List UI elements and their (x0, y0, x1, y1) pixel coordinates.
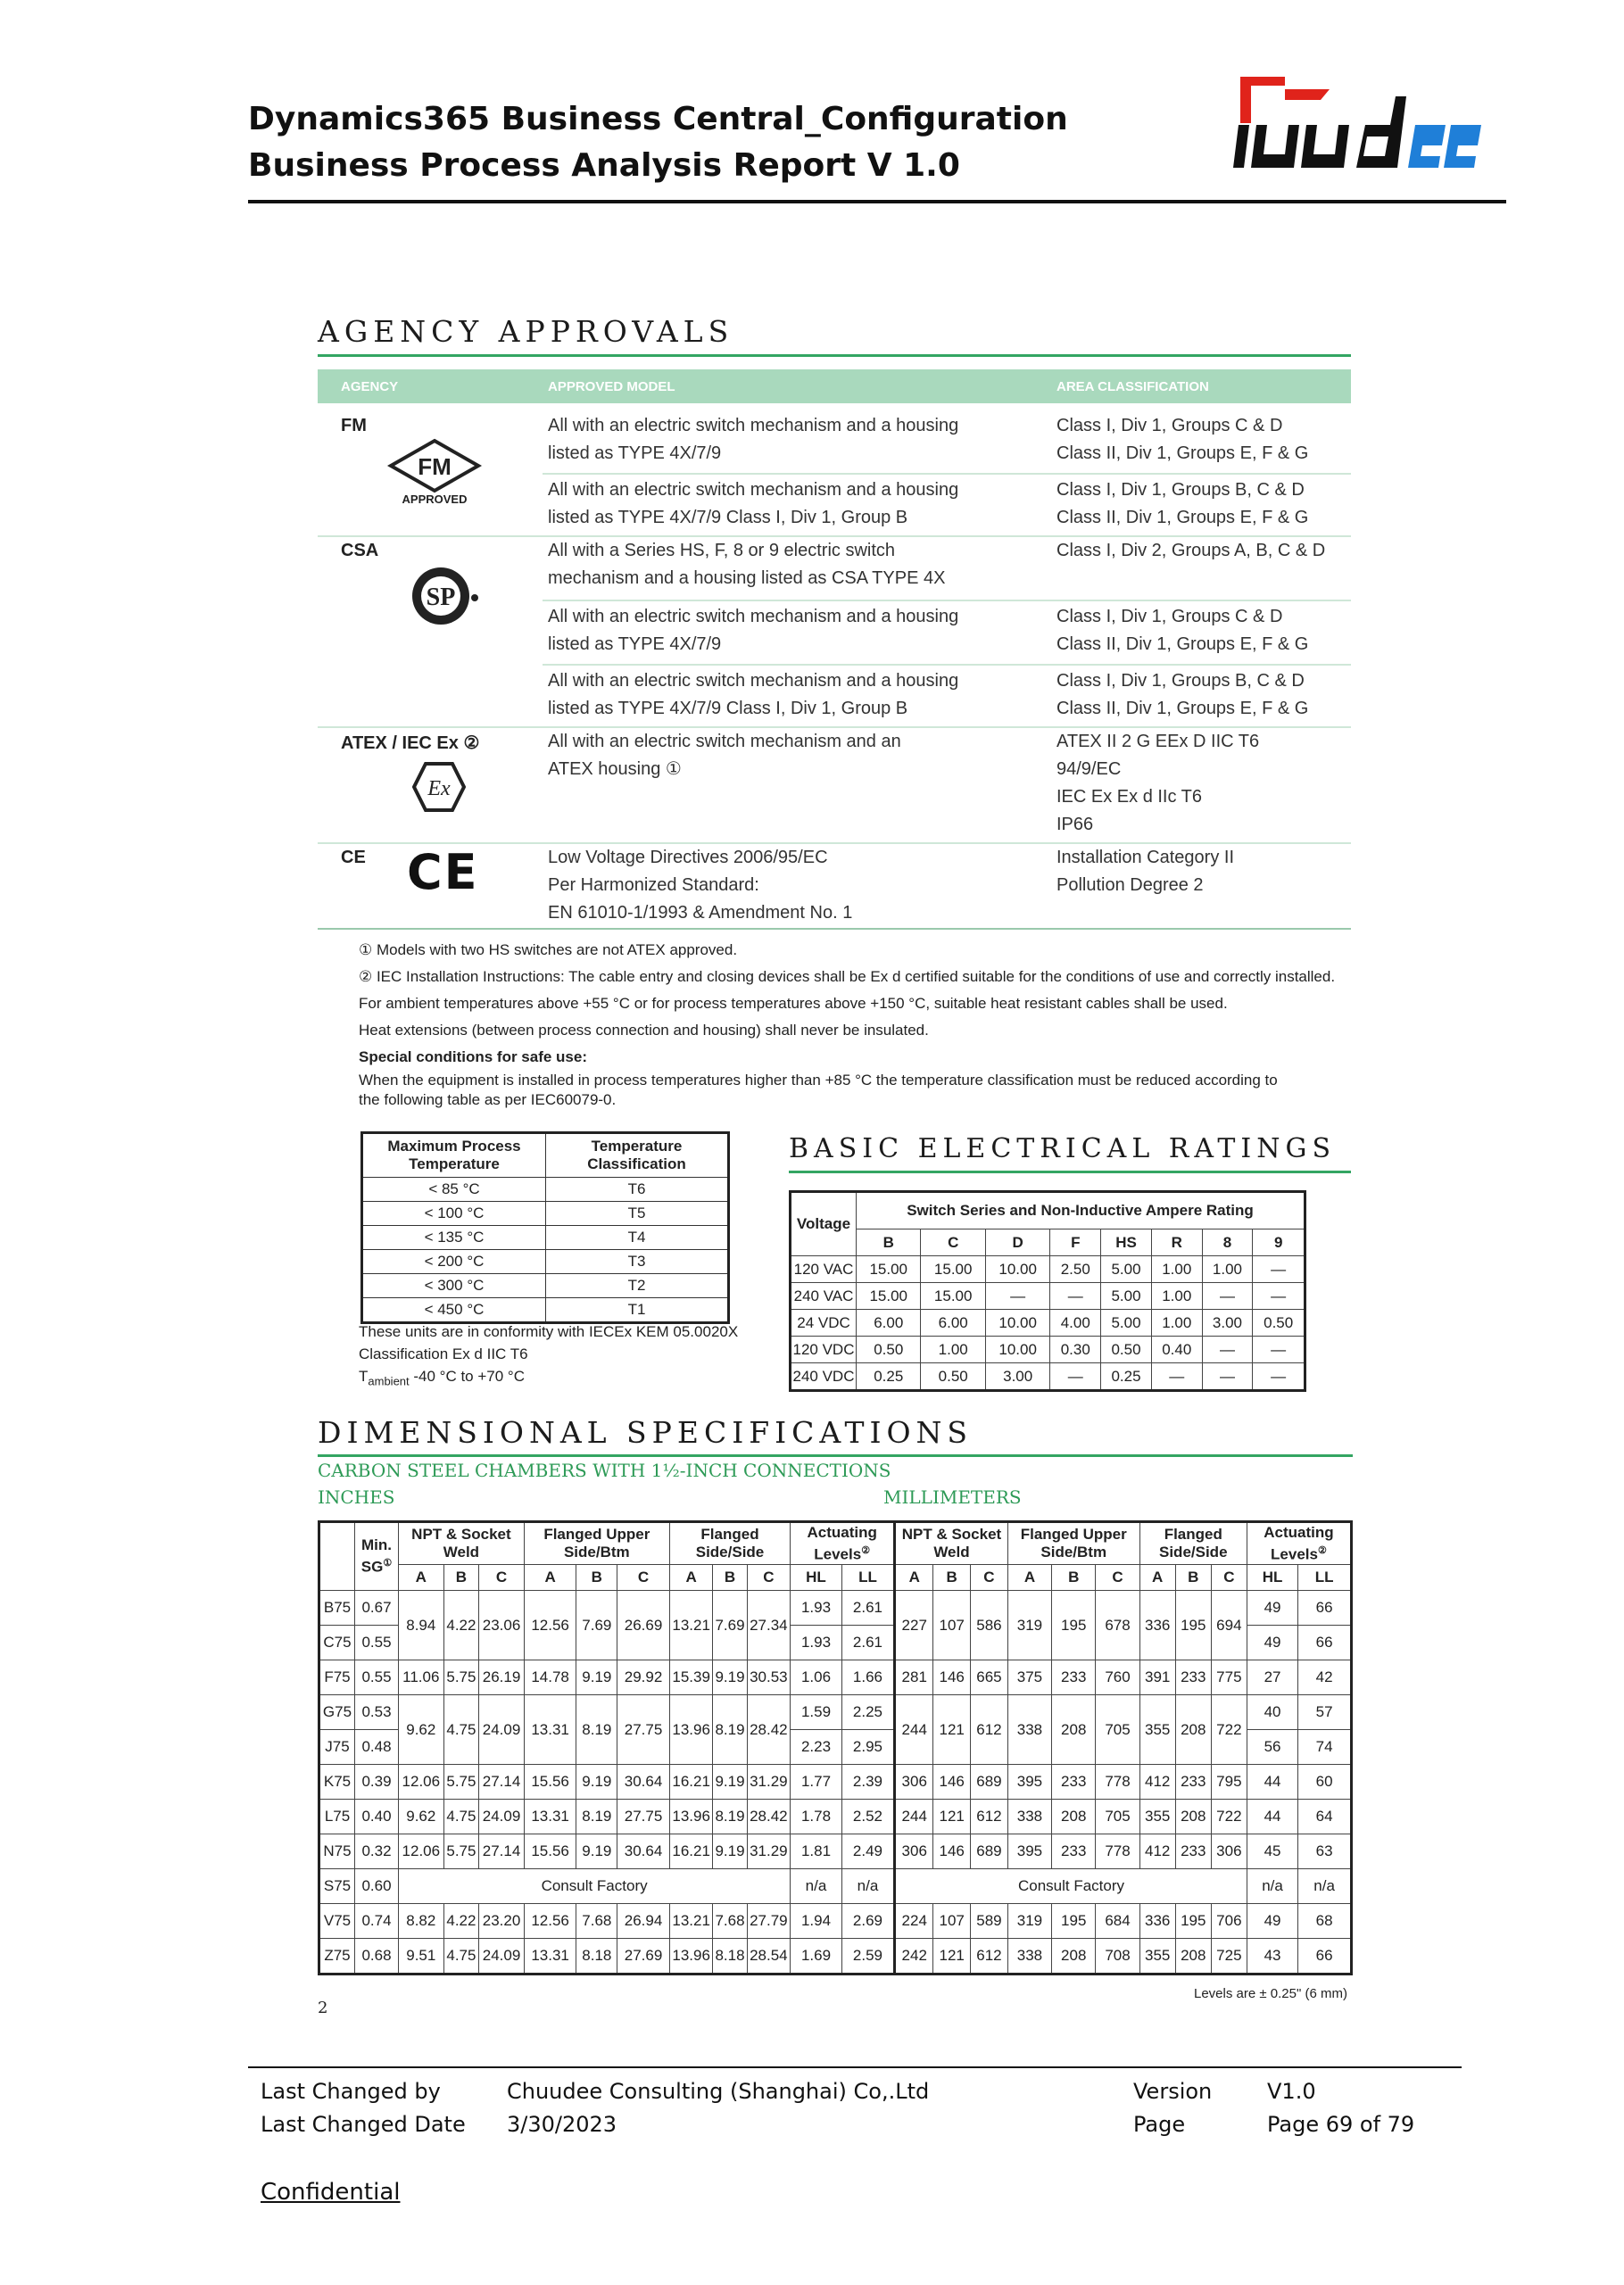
version-value: V1.0 (1267, 2079, 1316, 2104)
note-1: ① Models with two HS switches are not ATEX approved. (359, 941, 738, 958)
agency-model: All with an electric switch mechanism and a housing listed as TYPE 4X/7/9 (548, 607, 959, 654)
table-row: C75 0.55 1.93 2.61 49 66 (319, 1626, 1352, 1660)
table-row: N75 0.32 12.06 5.75 27.14 15.56 9.19 30.64 16.21 9.19 31.29 1.81 2.49 306 146 689 395 233 778 412 233 306 45 63 (319, 1834, 1352, 1869)
note-2: ② IEC Installation Instructions: The cable entry and closing devices shall be Ex d certified suitable for the conditions of use and correctly installed. (359, 968, 1336, 985)
table-row: V75 0.74 8.82 4.22 23.20 12.56 7.68 26.94 13.21 7.68 27.79 1.94 2.69 224 107 589 319 195 684 336 195 706 49 68 (319, 1904, 1352, 1939)
agency-area: Class I, Div 2, Groups A, B, C & D (1056, 541, 1326, 560)
agency-area: Installation Category II Pollution Degree 2 (1056, 848, 1234, 895)
table-row: F75 0.55 11.06 5.75 26.19 14.78 9.19 29.92 15.39 9.19 30.53 1.06 1.66 281 146 665 375 233 760 391 233 775 27 42 (319, 1660, 1352, 1695)
last-changed-date-label: Last Changed Date (261, 2112, 466, 2137)
min-sg-header: Min. SG① (355, 1522, 399, 1591)
agency-name-csa: CSA (341, 541, 379, 560)
agency-area: Class I, Div 1, Groups C & D Class II, Div 1, Groups E, F & G (1056, 607, 1309, 654)
agency-area: Class I, Div 1, Groups B, C & D Class II, Div 1, Groups E, F & G (1056, 671, 1309, 718)
levels-note: Levels are ± 0.25" (6 mm) (1194, 1986, 1347, 2001)
electrical-section-title: BASIC ELECTRICAL RATINGS (789, 1133, 1337, 1164)
last-changed-date-value: 3/30/2023 (507, 2112, 617, 2137)
agency-model: All with an electric switch mechanism and an ATEX housing ① (548, 732, 901, 779)
header-rule (248, 200, 1506, 203)
note-6: When the equipment is installed in process temperatures higher than +85 °C the temperature classification must be reduced according to the following table as per IEC60079-0. (359, 1072, 1278, 1108)
dimensional-subtitle: CARBON STEEL CHAMBERS WITH 1½-INCH CONNECTIONS (318, 1460, 891, 1481)
agency-name-fm: FM (341, 416, 367, 435)
agency-name-ce: CE (341, 848, 366, 867)
col-area-classification: AREA CLASSIFICATION (1056, 379, 1209, 394)
chuudee-logo (1231, 70, 1490, 181)
note-3: For ambient temperatures above +55 °C or for process temperatures above +150 °C, suitable heat resistant cables shall be used. (359, 995, 1228, 1012)
note-4: Heat extensions (between process connection and housing) shall never be insulated. (359, 1022, 929, 1039)
ce-mark-logo: CE (407, 844, 479, 900)
table-row: L75 0.40 9.62 4.75 24.09 13.31 8.19 27.75 13.96 8.19 28.42 1.78 2.52 244 121 612 338 208 705 355 208 722 44 64 (319, 1800, 1352, 1834)
row-separator (543, 664, 1351, 666)
electrical-ratings-table: Voltage Switch Series and Non-Inductive Ampere Rating B C D F HS R 8 9 120 VAC 15.00 15.00 10.00 2.50 5.00 1.00 1.00 — 240 VAC 15.00 15.00 — — 5.00 1.00 — — 24 VDC 6.00 6.00 10.00 4.00 5.00 1.00 3.00 0.50 120 VDC 0.50 1.00 10.00 0.30 0.50 0.40 — — 240 VDC 0.25 0.50 3.00 — 0.25 — — — (789, 1190, 1306, 1392)
row-separator (543, 473, 1351, 475)
table-row: < 85 °C T6 (362, 1178, 729, 1202)
table-row: < 300 °C T2 (362, 1274, 729, 1298)
table-row: B75 0.67 8.94 4.22 23.06 12.56 7.69 26.69 13.21 7.69 27.34 1.93 2.61 227 107 586 319 195 678 336 195 694 49 66 (319, 1591, 1352, 1626)
temp-col-max: Maximum Process Temperature (362, 1133, 546, 1178)
svg-text:APPROVED: APPROVED (402, 493, 468, 505)
temp-col-class: Temperature Classification (546, 1133, 729, 1178)
page-value: Page 69 of 79 (1267, 2112, 1415, 2137)
table-row: G75 0.53 9.62 4.75 24.09 13.31 8.19 27.75 13.96 8.19 28.42 1.59 2.25 244 121 612 338 208 705 355 208 722 40 57 (319, 1695, 1352, 1730)
catalog-page-number: 2 (318, 1999, 328, 2017)
svg-text:SP: SP (426, 584, 456, 611)
note-special-heading: Special conditions for safe use: (359, 1048, 588, 1065)
dimensional-title-rule (318, 1454, 1353, 1457)
temp-table-footnote: These units are in conformity with IECEx KEM 05.0020X Classification Ex d IIC T6 $T_{ambient}$ -40 °C to +70 °C (359, 1323, 739, 1388)
table-row: 240 VDC 0.25 0.50 3.00 — 0.25 — — — (791, 1363, 1305, 1391)
dimensional-table: Min. SG① NPT & Socket Weld Flanged Upper Side/Btm Flanged Side/Side Actuating Levels② NPT & Socket Weld Flanged Upper Side/Btm Flanged Side/Side Actuating Levels② A B C A B C A B C HL LL A B C A B C A B C HL LL B75 0.67 8.94 4.22 23.06 12.56 7.69 26.69 13.21 7.69 27.34 1.93 2.61 227 107 586 319 195 678 336 195 694 49 66 C75 0.55 1.93 2.61 49 66 F75 0.55 11.06 5.75 26.19 14.78 9.19 29.92 15.39 9.19 30.53 1.06 1.66 281 146 665 375 233 760 391 233 775 27 42 G75 0.53 9.62 4.75 24.09 13.31 8.19 27.75 13.96 8.19 28.42 1.59 2.25 244 121 612 338 208 705 355 208 722 40 57 J75 0.48 2.23 2.95 56 74 K75 0.39 12.06 5.75 27.14 15.56 9.19 30.64 16.21 9.19 31.29 1.77 2.39 306 146 689 395 233 778 412 233 795 44 60 L75 0.40 9.62 4.75 24.09 13.31 8.19 27.75 13.96 8.19 28.42 1.78 2.52 244 121 612 338 208 705 355 208 722 44 64 N75 0.32 12.06 5.75 27.14 15.56 9.19 30.64 16.21 9.19 31.29 1.81 2.49 306 146 689 395 233 778 412 233 306 45 63 S75 0.60 Consult Factory n/a n/a Consult Factory n/a n/a V75 0.74 8.82 4.22 23.20 12.56 7.68 26.94 13.21 7.68 27.79 1.94 2.69 224 107 589 319 195 684 336 195 706 49 68 Z75 0.68 9.51 4.75 24.09 13.31 8.18 27.69 13.96 8.18 28.54 1.69 2.59 242 121 612 338 208 708 355 208 725 43 66 (318, 1520, 1353, 1975)
last-changed-by-value: Chuudee Consulting (Shanghai) Co,.Ltd (507, 2079, 930, 2104)
csa-logo (409, 562, 480, 633)
temperature-classification-table (360, 1131, 730, 1324)
version-label: Version (1133, 2079, 1213, 2104)
ampere-rating-header: Switch Series and Non-Inductive Ampere Rating (857, 1192, 1305, 1229)
agency-model: All with an electric switch mechanism and a housing listed as TYPE 4X/7/9 Class I, Div 1, Group B (548, 671, 959, 718)
last-changed-by-label: Last Changed by (261, 2079, 441, 2104)
agency-area: ATEX II 2 G EEx D IIC T6 94/9/EC IEC Ex Ex d IIc T6 IP66 (1056, 732, 1260, 834)
agency-model: Low Voltage Directives 2006/95/EC Per Harmonized Standard: EN 61010-1/1993 & Amendment No. 1 (548, 848, 853, 923)
table-row: < 100 °C T5 (362, 1202, 729, 1226)
table-bottom-rule (318, 928, 1351, 930)
table-row: K75 0.39 12.06 5.75 27.14 15.56 9.19 30.64 16.21 9.19 31.29 1.77 2.39 306 146 689 395 233 778 412 233 795 44 60 (319, 1765, 1352, 1800)
table-row: 24 VDC 6.00 6.00 10.00 4.00 5.00 1.00 3.00 0.50 (791, 1310, 1305, 1337)
page-label: Page (1133, 2112, 1186, 2137)
table-row: 120 VAC 15.00 15.00 10.00 2.50 5.00 1.00 1.00 — (791, 1256, 1305, 1283)
table-row: < 200 °C T3 (362, 1250, 729, 1274)
agency-area: Class I, Div 1, Groups B, C & D Class II, Div 1, Groups E, F & G (1056, 480, 1309, 527)
row-separator (543, 600, 1351, 601)
agency-area: Class I, Div 1, Groups C & D Class II, Div 1, Groups E, F & G (1056, 416, 1309, 463)
footer-rule (248, 2066, 1462, 2068)
millimeters-caption: MILLIMETERS (883, 1486, 1022, 1508)
agency-title-rule (318, 354, 1351, 357)
table-row: < 135 °C T4 (362, 1226, 729, 1250)
agency-table-header (318, 369, 1351, 403)
title-line-2: Business Process Analysis Report V 1.0 (248, 147, 960, 184)
table-row: Z75 0.68 9.51 4.75 24.09 13.31 8.18 27.69 13.96 8.18 28.54 1.69 2.59 242 121 612 338 208 708 355 208 725 43 66 (319, 1939, 1352, 1975)
table-row: < 450 °C T1 (362, 1298, 729, 1323)
agency-section-title: AGENCY APPROVALS (318, 314, 734, 349)
confidential-label: Confidential (261, 2179, 401, 2206)
agency-model: All with an electric switch mechanism and a housing listed as TYPE 4X/7/9 Class I, Div 1, Group B (548, 480, 959, 527)
agency-model: All with an electric switch mechanism and a housing listed as TYPE 4X/7/9 (548, 416, 959, 463)
col-approved-model: APPROVED MODEL (548, 379, 675, 394)
agency-model: All with a Series HS, F, 8 or 9 electric switch mechanism and a housing listed as CSA TYPE 4X (548, 541, 946, 588)
atex-ex-logo (412, 760, 466, 814)
table-row: S75 0.60 Consult Factory n/a n/a Consult Factory n/a n/a (319, 1869, 1352, 1904)
table-row: J75 0.48 2.23 2.95 56 74 (319, 1730, 1352, 1765)
table-row: 120 VDC 0.50 1.00 10.00 0.30 0.50 0.40 — — (791, 1337, 1305, 1363)
dimensional-section-title: DIMENSIONAL SPECIFICATIONS (318, 1415, 974, 1450)
col-agency: AGENCY (341, 379, 399, 394)
inches-caption: INCHES (318, 1486, 395, 1508)
table-row: 240 VAC 15.00 15.00 — — 5.00 1.00 — — (791, 1283, 1305, 1310)
voltage-header: Voltage (791, 1192, 857, 1256)
svg-text:Ex: Ex (427, 777, 451, 800)
electrical-title-rule (789, 1171, 1351, 1173)
title-line-1: Dynamics365 Business Central_Configuration (248, 101, 1068, 137)
fm-approved-logo (385, 437, 484, 505)
svg-text:FM: FM (418, 453, 452, 480)
document-title (248, 96, 1068, 189)
agency-name-atex: ATEX / IEC Ex ② (341, 733, 480, 753)
